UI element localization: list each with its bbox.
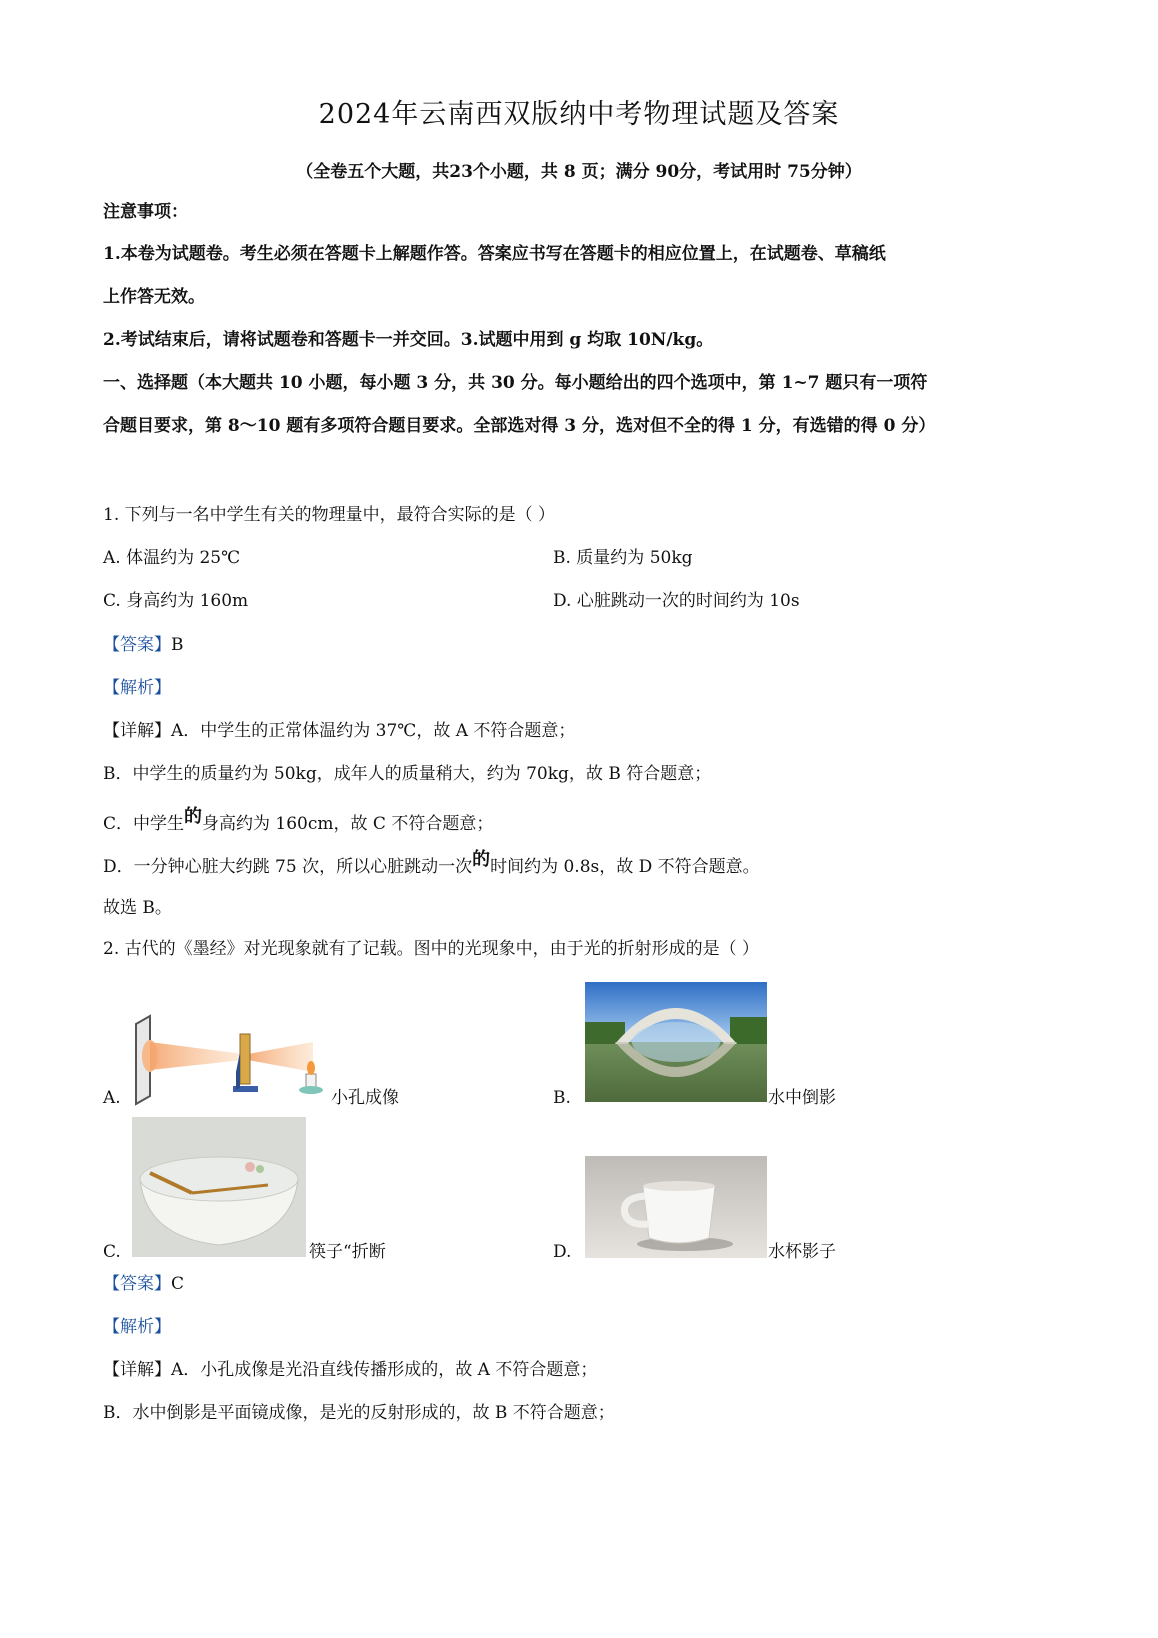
answer-tag: 【答案】 [103,1274,171,1294]
section-heading-line-1: 一、选择题（本大题共 10 小题，每小题 3 分，共 30 分。每小题给出的四个选项中，第 1~7 题只有一项符 [103,373,928,393]
q2-stem: 2. 古代的《墨经》对光现象就有了记载。图中的光现象中，由于光的折射形成的是（ ） [103,939,760,959]
q2-option-d-caption: 水杯影子 [768,1242,836,1262]
q2-detail-1: 【详解】A．小孔成像是光沿直线传播形成的，故 A 不符合题意； [103,1360,598,1380]
q1-option-d: D. 心脏跳动一次的时间约为 10s [553,591,800,611]
q1-option-a: A. 体温约为 25℃ [103,548,241,568]
q2-answer [103,1273,184,1295]
q1-detail-1: 【详解】A．中学生的正常体温约为 37℃，故 A 不符合题意； [103,721,576,741]
q2-option-a-letter: A. [103,1088,121,1108]
q2-option-c-caption: 筷子“折断 [309,1242,386,1262]
detail-tag: 【详解】 [103,1360,171,1380]
q1-answer [103,634,184,656]
section-heading-line-2: 合题目要求，第 8～10 题有多项符合题目要求。全部选对得 3 分，选对但不全的得 1 分，有选错的得 0 分） [103,416,936,436]
cup-shadow-image [585,1156,767,1258]
q1-option-b: B. 质量约为 50kg [553,548,693,568]
q1-detail-4: D．一分钟心脏大约跳 75 次，所以心脏跳动一次的时间约为 0.8s，故 D 不符合题意。 [103,849,760,877]
notice-line-1b: 上作答无效。 [103,287,205,307]
q1-detail-3: C．中学生的身高约为 160cm，故 C 不符合题意； [103,806,494,834]
notice-line-1a: 1.本卷为试题卷。考生必须在答题卡上解题作答。答案应书写在答题卡的相应位置上，在试题卷、草稿纸 [103,244,886,264]
answer-tag: 【答案】 [103,635,171,655]
q1-stem: 1. 下列与一名中学生有关的物理量中，最符合实际的是（ ） [103,505,556,525]
pinhole-imaging-image [128,1012,328,1112]
answer-value: C [171,1274,185,1294]
answer-value: B [171,635,184,655]
q2-option-b-letter: B. [553,1088,571,1108]
q2-analysis-tag: 【解析】 [103,1317,171,1337]
page-title: 2024年云南西双版纳中考物理试题及答案 [318,99,840,130]
detail-tag: 【详解】 [103,721,171,741]
q1-analysis-tag: 【解析】 [103,678,171,698]
q2-option-c-letter: C. [103,1242,121,1262]
chopsticks-bowl-image [132,1117,306,1257]
q1-detail-2: B．中学生的质量约为 50kg，成年人的质量稍大，约为 70kg，故 B 符合题意； [103,764,712,784]
q2-detail-2: B．水中倒影是平面镜成像，是光的反射形成的，故 B 不符合题意； [103,1403,615,1423]
notice-line-2: 2.考试结束后，请将试题卷和答题卡一并交回。3.试题中用到 g 均取 10N/kg。 [103,330,714,350]
notice-heading: 注意事项： [103,202,188,222]
q2-option-b-caption: 水中倒影 [768,1088,836,1108]
bridge-reflection-image [585,982,767,1102]
q1-detail-5: 故选 B。 [103,898,172,918]
q1-option-c: C. 身高约为 160m [103,591,249,611]
q2-option-d-letter: D. [553,1242,572,1262]
q2-option-a-caption: 小孔成像 [331,1088,399,1108]
exam-info: （全卷五个大题，共23个小题，共 8 页；满分 90分，考试用时 75分钟） [296,162,862,182]
